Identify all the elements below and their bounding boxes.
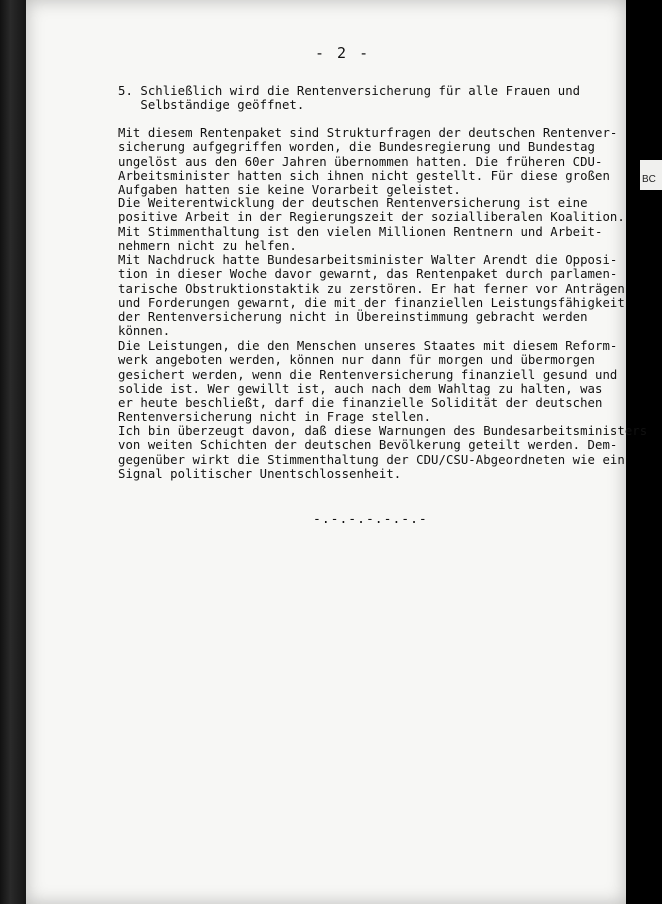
paragraph-weiterentwicklung: Die Weiterentwicklung der deutschen Rentenversicherung ist eine positive Arbeit in der Regierungszeit der sozialliberalen Koalition. Mit Stimmenthaltung ist den vielen Millionen Rentnern und Arbeit- nehmern nicht zu helfen. — [118, 196, 625, 253]
paragraph-ueberzeugt: Ich bin überzeugt davon, daß diese Warnungen des Bundesarbeitsministers von weiten Schichten der deutschen Bevölkerung geteilt werden. Dem- gegenüber wirkt die Stimmenthaltung der CDU/CSU-Abgeordneten wie ein Signal politischer Unentschlossenheit. — [118, 424, 648, 481]
adjacent-page-text: BC — [642, 174, 656, 185]
paragraph-nachdruck: Mit Nachdruck hatte Bundesarbeitsminister Walter Arendt die Opposi- tion in dieser Woche davor gewarnt, das Rentenpaket durch parlamen- tarische Obstruktionstaktik zu zerstören. Er hat ferner vor Anträgen und Forderungen gewarnt, die mit der finanziellen Leistungsfähigkeit der Rentenversicherung nicht in Übereinstimmung gebracht werden können. — [118, 253, 625, 339]
adjacent-page-fragment — [640, 160, 662, 190]
paragraph-leistungen: Die Leistungen, die den Menschen unseres Staates mit diesem Reform- werk angeboten werden, können nur dann für morgen und übermorgen gesichert werden, wenn die Rentenversicherung finanziell gesund und solide ist. Wer gewillt ist, auch nach dem Wahltag zu halten, was er heute beschließt, darf die finanzielle Solidität der deutschen Rentenversicherung nicht in Frage stellen. — [118, 339, 618, 425]
paragraph-rentenpaket: Mit diesem Rentenpaket sind Strukturfragen der deutschen Rentenver- sicherung aufgegriffen worden, die Bundesregierung und Bundestag ungelöst aus den 60er Jahren übernommen hatten. Die früheren CDU- Arbeitsminister hatten sich ihnen nicht gestellt. Für diese großen Aufgaben hatten sie keine Vorarbeit geleistet. — [118, 126, 618, 198]
page-number: - 2 - — [315, 44, 371, 62]
scan-left-edge — [0, 0, 26, 904]
end-mark: -.-.-.-.-.-.- — [313, 512, 428, 527]
paragraph-list-item-5: 5. Schließlich wird die Rentenversicherung für alle Frauen und Selbständige geöffnet. — [118, 84, 581, 113]
